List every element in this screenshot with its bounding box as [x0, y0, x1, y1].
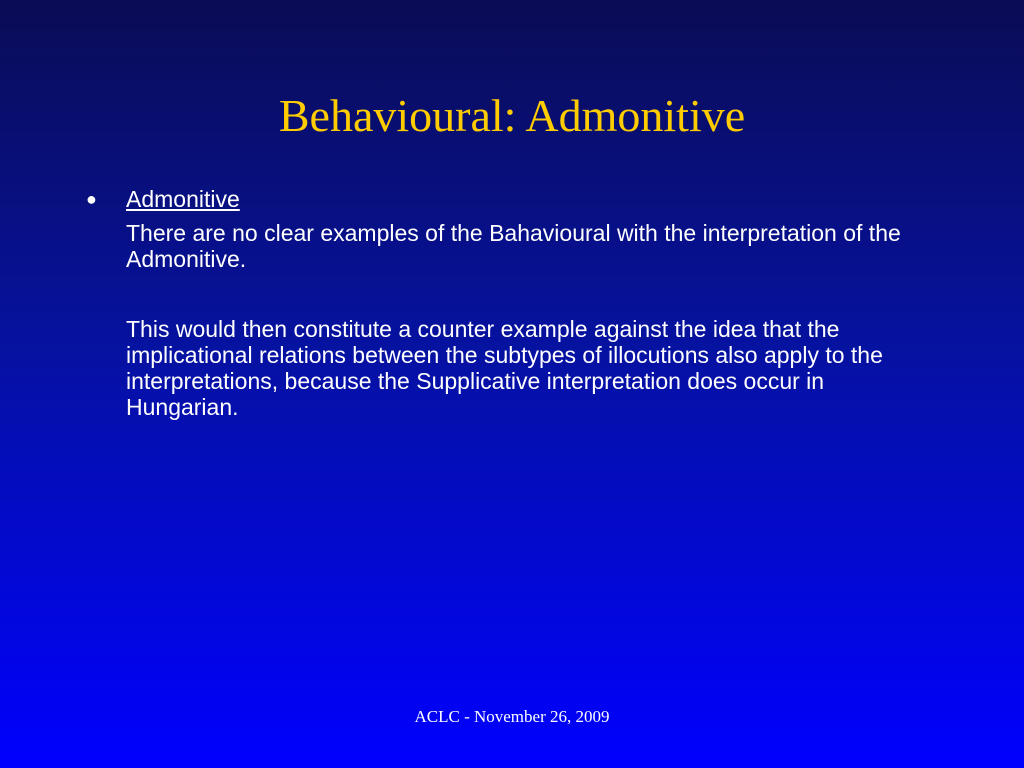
bullet-marker: ● [86, 189, 97, 209]
slide-title: Behavioural: Admonitive [278, 90, 746, 141]
paragraph-2: This would then constitute a counter example against the idea that the implicational relations between the subtypes of illocutions also apply to the interpretations, because the Supplicative interpretation does occur in Hungarian. [126, 316, 883, 420]
bullet-heading: Admonitive [126, 186, 240, 212]
paragraph-1: There are no clear examples of the Bahavioural with the interpretation of the Admonitive. [126, 220, 901, 272]
slide-footer: ACLC - November 26, 2009 [414, 707, 610, 726]
